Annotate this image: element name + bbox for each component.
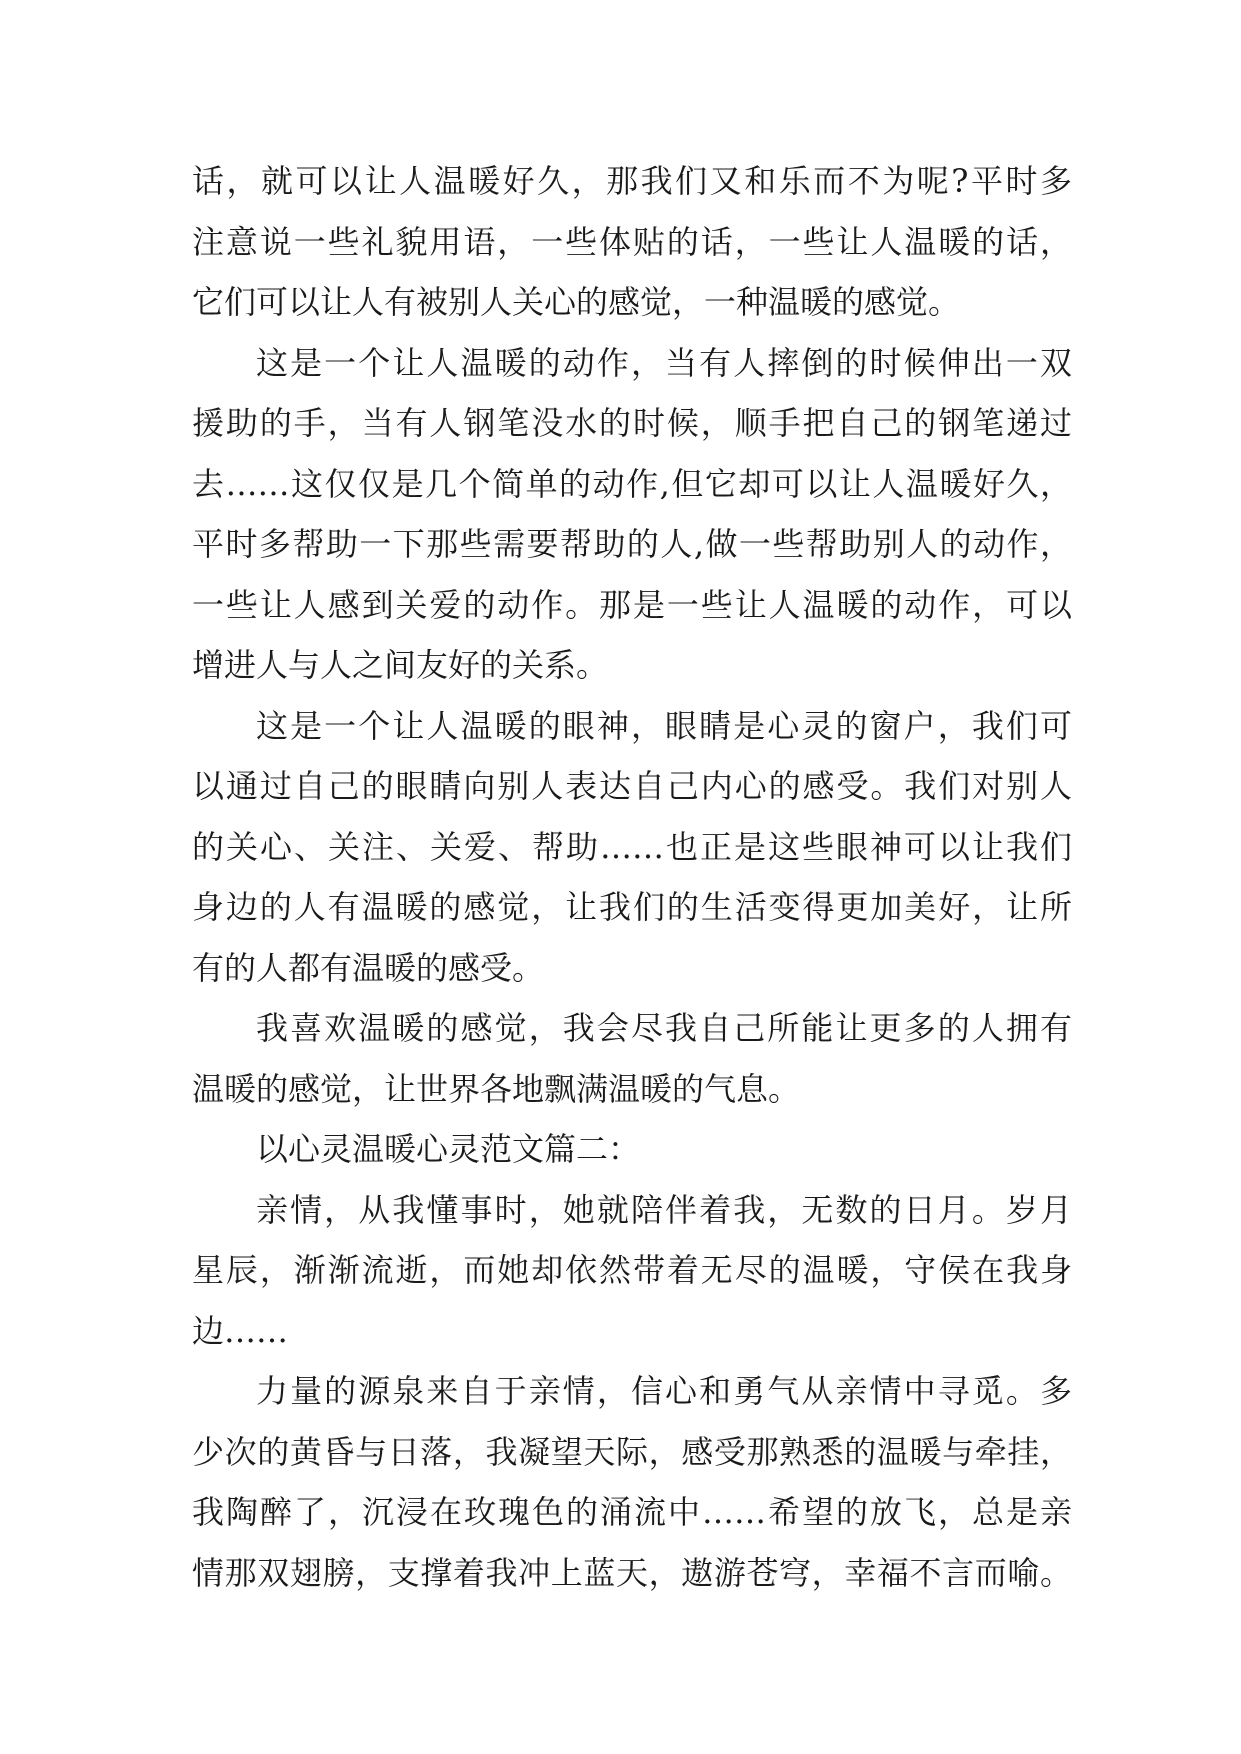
text-line: 情那双翅膀，支撑着我冲上蓝天，遨游苍穹，幸福不言而喻。 [192,1553,1072,1592]
text-line: 亲情，从我懂事时，她就陪伴着我，无数的日月。岁月 [256,1190,1072,1229]
text-line: 这是一个让人温暖的眼神，眼睛是心灵的窗户，我们可 [256,706,1072,745]
text-line: 温暖的感觉，让世界各地飘满温暖的气息。 [192,1069,801,1108]
text-line: 的关心、关注、关爱、帮助……也正是这些眼神可以让我们 [192,827,1072,866]
text-line: 以心灵温暖心灵范文篇二： [256,1130,641,1168]
text-line: 它们可以让人有被别人关心的感觉，一种温暖的感觉。 [192,283,961,321]
text-line: 增进人与人之间友好的关系。 [192,646,609,684]
text-line: 平时多帮助一下那些需要帮助的人,做一些帮助别人的动作， [192,525,1072,563]
text-line: 星辰，渐渐流逝，而她却依然带着无尽的温暖，守侯在我身 [192,1251,1072,1289]
text-line: 力量的源泉来自于亲情，信心和勇气从亲情中寻觅。多 [256,1372,1072,1410]
document-body [192,151,1072,1603]
text-line: 去……这仅仅是几个简单的动作,但它却可以让人温暖好久， [192,464,1072,503]
text-line: 身边的人有温暖的感觉，让我们的生活变得更加美好，让所 [192,888,1072,926]
text-line: 以通过自己的眼睛向别人表达自己内心的感受。我们对别人 [192,767,1072,805]
text-line: 注意说一些礼貌用语，一些体贴的话，一些让人温暖的话， [192,222,1072,261]
text-line: 边…… [192,1311,289,1350]
text-line: 一些让人感到关爱的动作。那是一些让人温暖的动作，可以 [192,585,1072,624]
text-line: 少次的黄昏与日落，我凝望天际，感受那熟悉的温暖与牵挂， [192,1432,1072,1471]
text-line: 这是一个让人温暖的动作，当有人摔倒的时候伸出一双 [256,343,1072,382]
text-line: 援助的手，当有人钢笔没水的时候，顺手把自己的钢笔递过 [192,404,1072,442]
text-line: 有的人都有温暖的感受。 [192,948,545,987]
text-line: 我喜欢温暖的感觉，我会尽我自己所能让更多的人拥有 [256,1009,1072,1047]
text-line: 我陶醉了，沉浸在玫瑰色的涌流中……希望的放飞，总是亲 [192,1493,1072,1531]
text-line: 话，就可以让人温暖好久，那我们又和乐而不为呢?平时多 [192,162,1072,200]
